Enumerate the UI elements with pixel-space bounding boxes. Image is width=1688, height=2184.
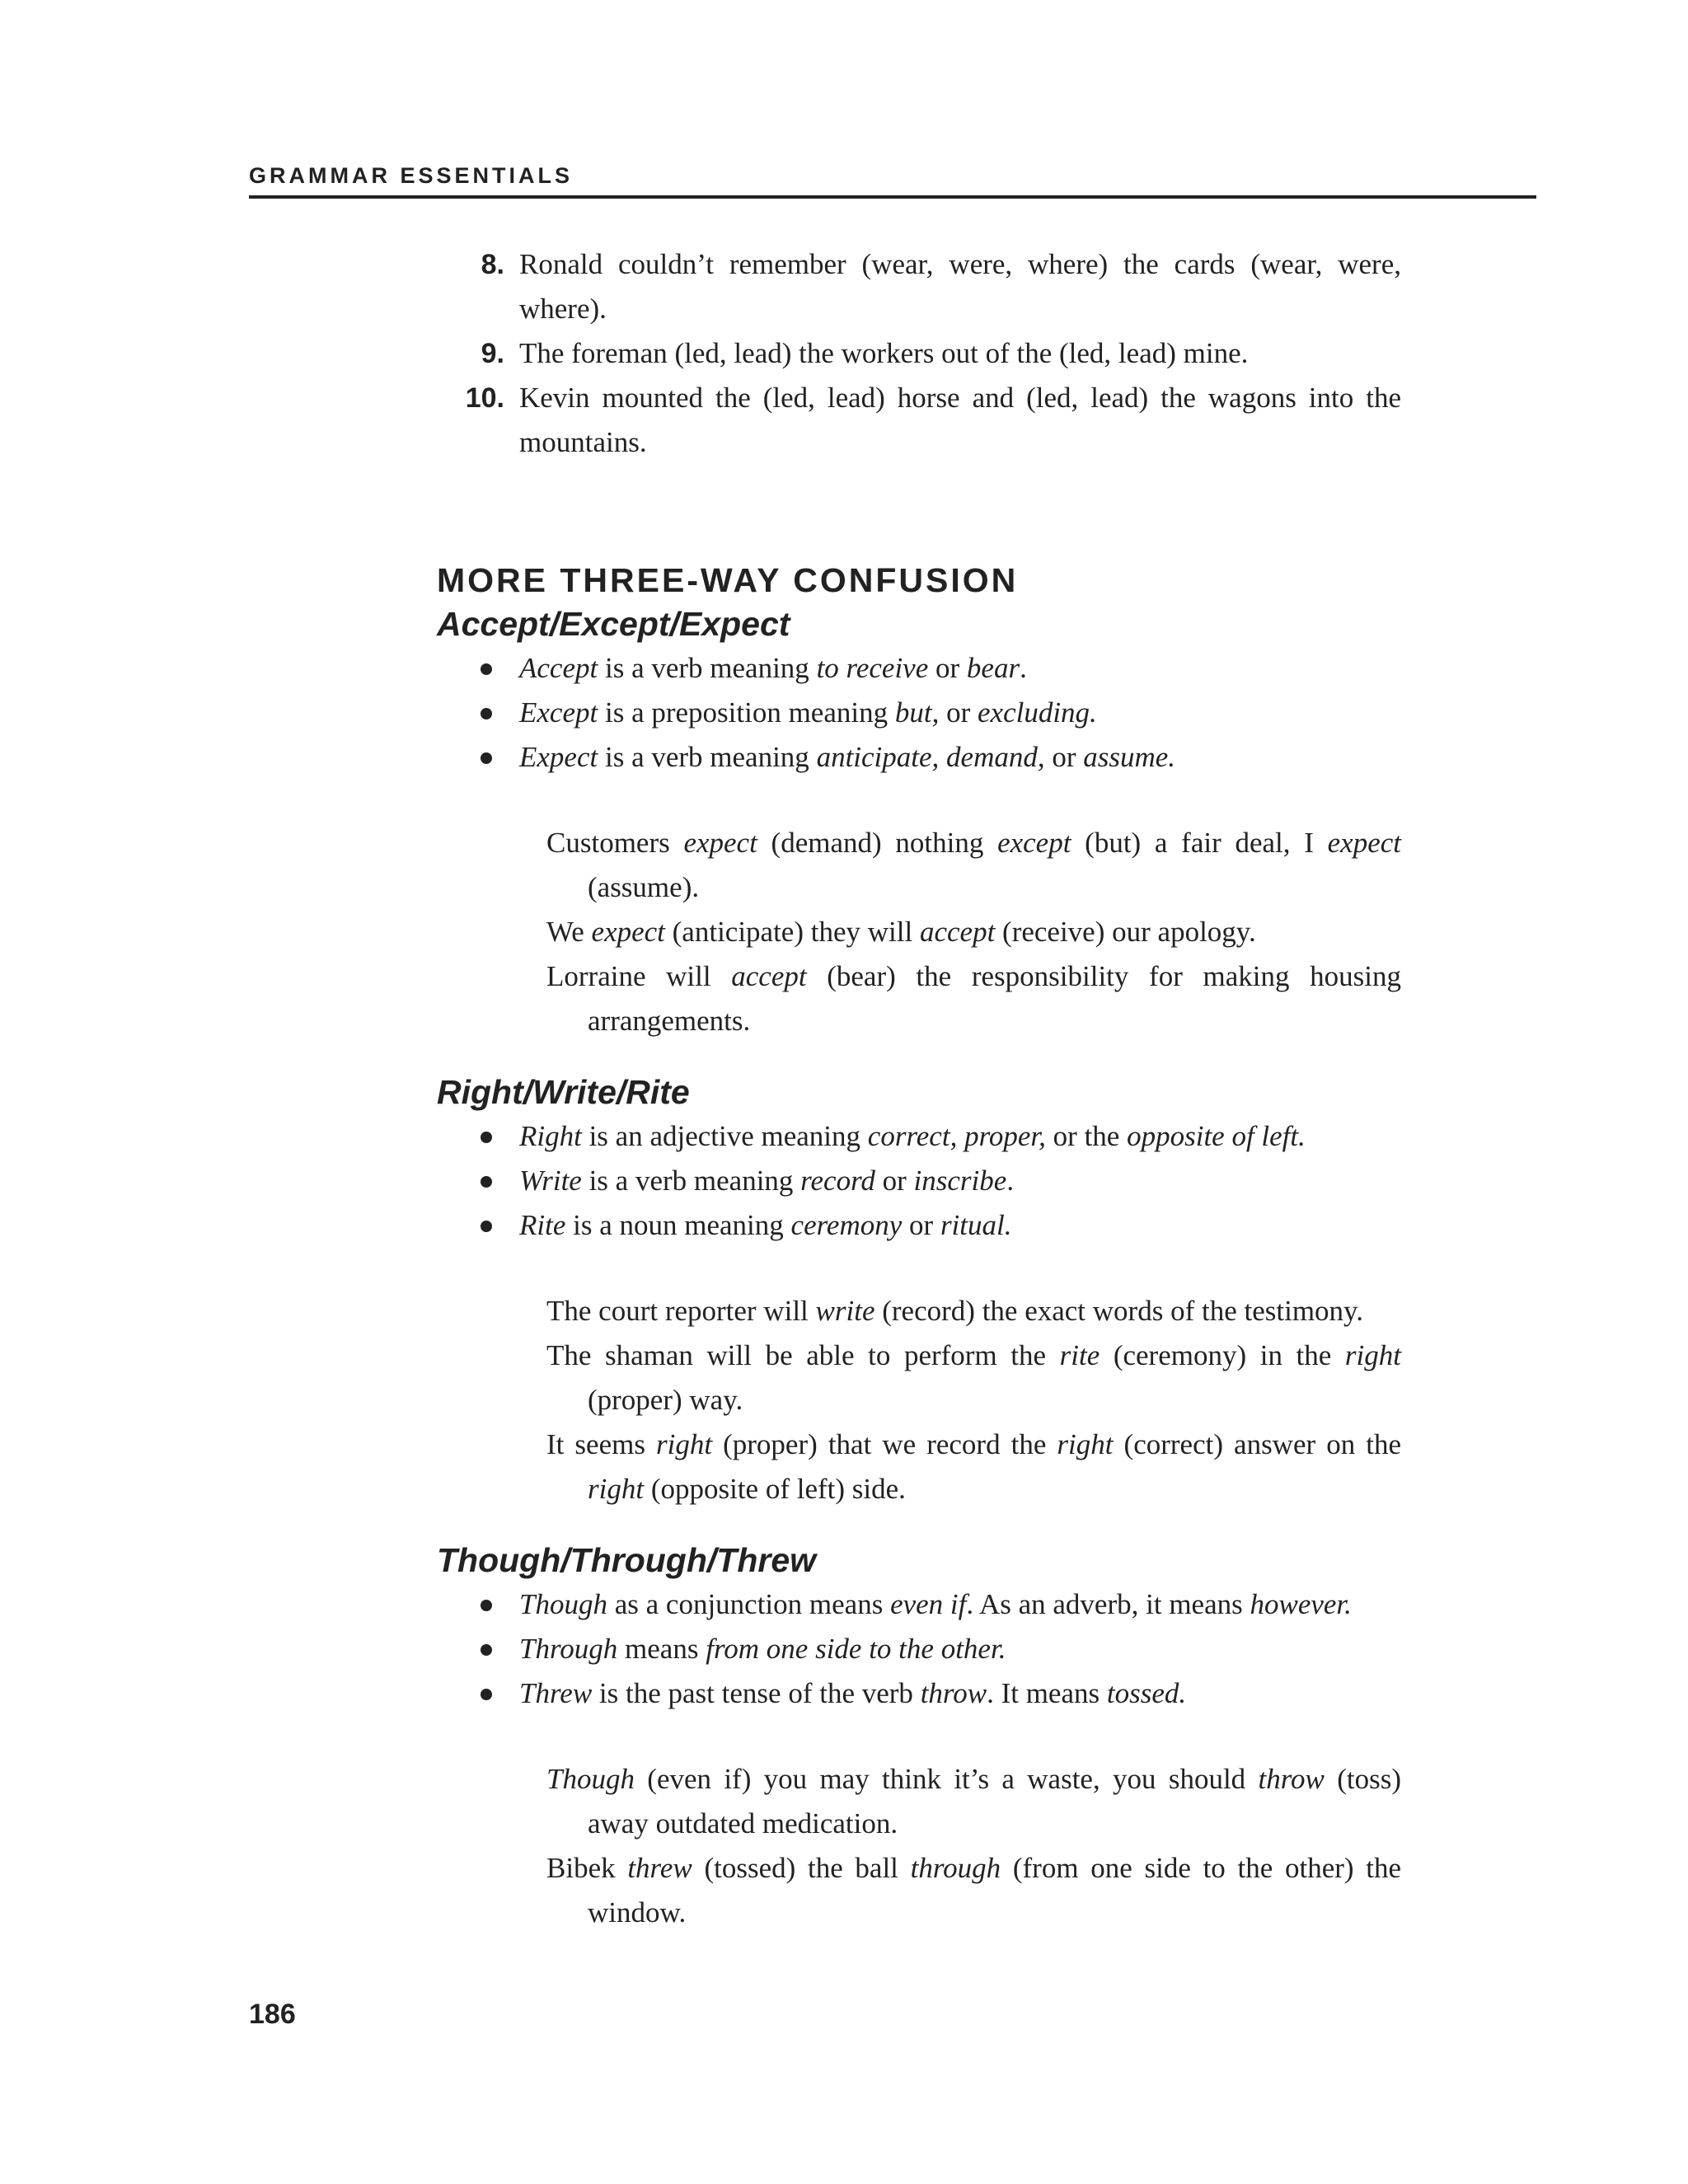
text-column: [437, 242, 1401, 1935]
definition-text: Through means from one side to the other.: [519, 1633, 1006, 1665]
item-text: Ronald couldn’t remember (wear, were, where) the cards (wear, were, where).: [519, 248, 1401, 325]
definition-text: Threw is the past tense of the verb throw. It means tossed.: [519, 1677, 1187, 1709]
bullet-icon: [481, 663, 492, 675]
bullet-icon: [481, 752, 492, 764]
group-title: Accept/Except/Expect: [437, 605, 790, 643]
definition-item: [437, 1671, 1401, 1716]
definition-text: Right is an adjective meaning correct, proper, or the opposite of left.: [519, 1120, 1306, 1152]
definition-text: Accept is a verb meaning to receive or bear.: [519, 652, 1027, 684]
example-sentence: Lorraine will accept (bear) the responsibility for making housing arrangements.: [546, 960, 1401, 1037]
item-number: 10.: [465, 382, 504, 414]
exercise-item: [437, 376, 1401, 465]
example-sentence: It seems right (proper) that we record the right (correct) answer on the right (opposite of left) side.: [546, 1428, 1401, 1505]
definition-item: [437, 1114, 1401, 1159]
group-title: Though/Through/Threw: [437, 1541, 817, 1579]
definition-list: [437, 646, 1401, 780]
definition-item: [437, 1159, 1401, 1203]
section-title: MORE THREE-WAY CONFUSION: [437, 561, 1019, 599]
bullet-icon: [481, 708, 492, 719]
bullet-icon: [481, 1132, 492, 1143]
definition-text: Expect is a verb meaning anticipate, demand, or assume.: [519, 741, 1176, 773]
example-sentence: The court reporter will write (record) the exact words of the testimony.: [546, 1295, 1364, 1327]
item-text: Kevin mounted the (led, lead) horse and (led, lead) the wagons into the mountains.: [519, 382, 1401, 458]
definition-item: [437, 1627, 1401, 1671]
bullet-icon: [481, 1689, 492, 1700]
item-number: 8.: [481, 249, 504, 280]
exercise-list: [437, 242, 1401, 465]
group-title: Right/Write/Rite: [437, 1073, 690, 1111]
definition-item: [437, 1582, 1401, 1627]
example-sentence: Bibek threw (tossed) the ball through (from one side to the other) the window.: [546, 1852, 1401, 1929]
page-number: 186: [249, 1999, 296, 2030]
exercise-item: [437, 331, 1401, 376]
bullet-icon: [481, 1221, 492, 1232]
bullet-icon: [481, 1644, 492, 1656]
definition-item: [437, 646, 1401, 691]
running-head: GRAMMAR ESSENTIALS: [249, 163, 574, 188]
definition-text: Write is a verb meaning record or inscribe.: [519, 1165, 1015, 1197]
example-sentence: Customers expect (demand) nothing except (but) a fair deal, I expect (assume).: [546, 827, 1401, 903]
item-number: 9.: [481, 338, 504, 369]
definition-item: [437, 1203, 1401, 1248]
exercise-item: [437, 242, 1401, 331]
item-text: The foreman (led, lead) the workers out of the (led, lead) mine.: [519, 337, 1249, 369]
example-sentence: We expect (anticipate) they will accept (receive) our apology.: [546, 916, 1256, 948]
definition-item: [437, 735, 1401, 780]
definition-list: [437, 1114, 1401, 1248]
example-sentence: Though (even if) you may think it’s a waste, you should throw (toss) away outdated medication.: [546, 1763, 1401, 1840]
definition-item: [437, 691, 1401, 735]
example-block: [437, 1757, 1401, 1935]
definition-list: [437, 1582, 1401, 1716]
bullet-icon: [481, 1176, 492, 1188]
word-groups: [437, 602, 1401, 1935]
definition-text: Except is a preposition meaning but, or excluding.: [519, 696, 1097, 729]
definition-text: Though as a conjunction means even if. As an adverb, it means however.: [519, 1588, 1352, 1620]
example-block: [437, 821, 1401, 1043]
bullet-icon: [481, 1600, 492, 1611]
definition-text: Rite is a noun meaning ceremony or ritual.: [519, 1209, 1012, 1241]
header-rule: [249, 195, 1536, 199]
example-block: [437, 1289, 1401, 1511]
example-sentence: The shaman will be able to perform the rite (ceremony) in the right (proper) way.: [546, 1339, 1401, 1416]
